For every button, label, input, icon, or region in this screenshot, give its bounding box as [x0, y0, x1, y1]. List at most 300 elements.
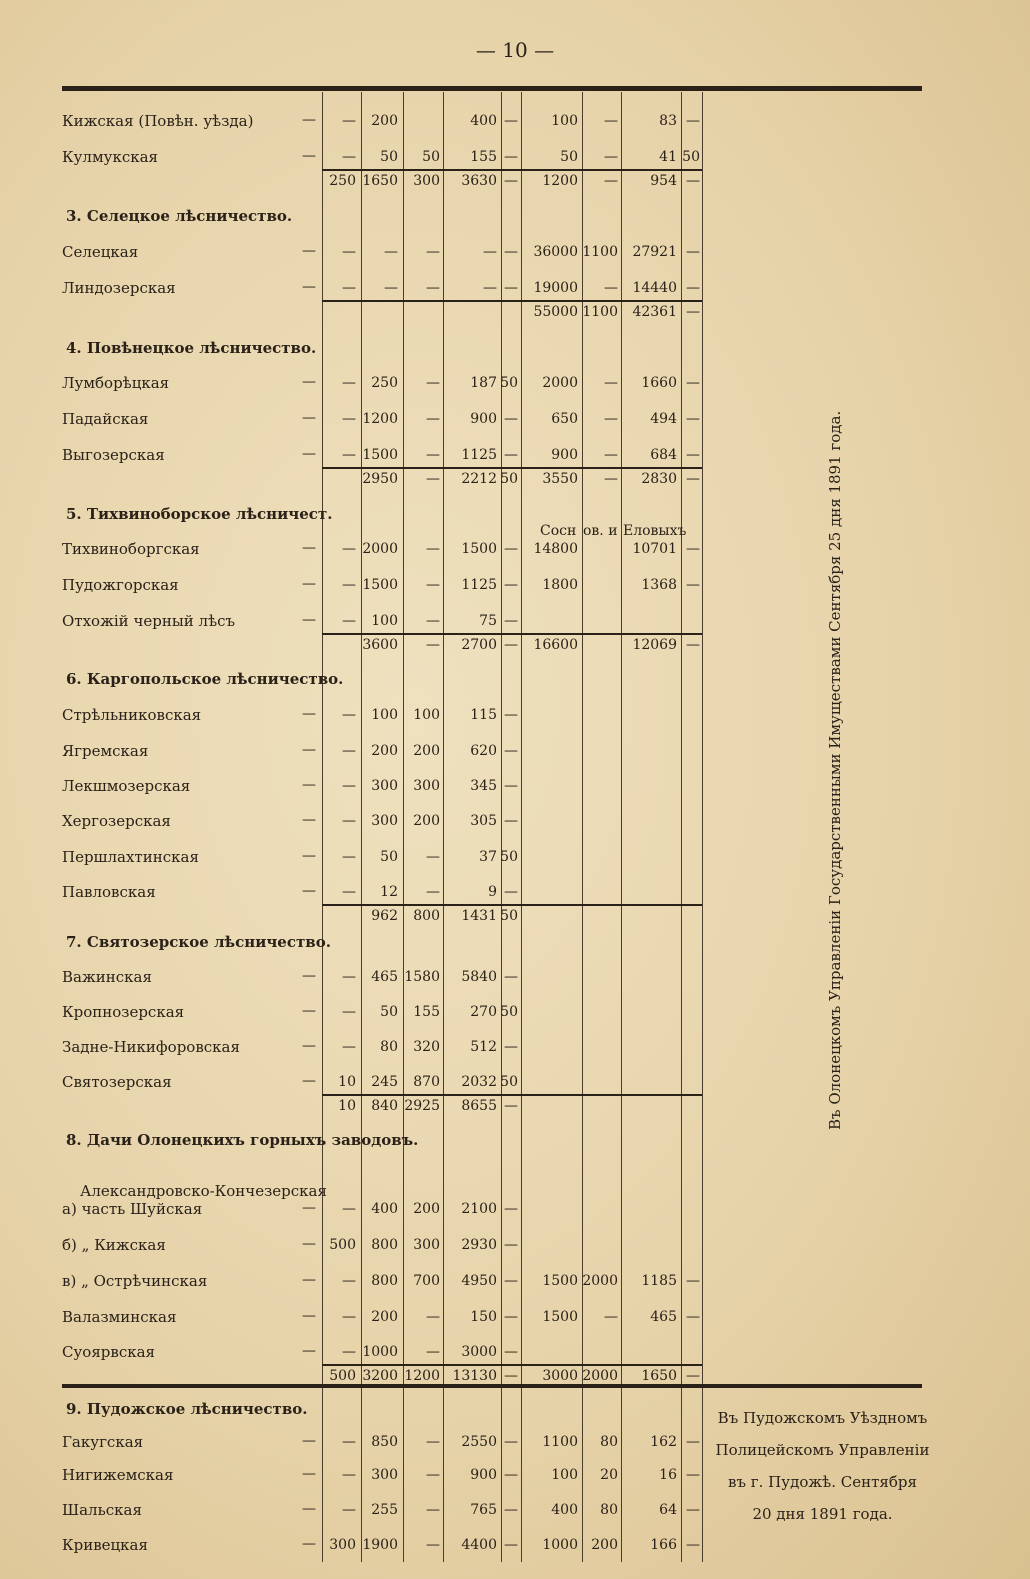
table-cell: —: [504, 778, 518, 794]
leader-dash: —: [302, 576, 316, 592]
table-cell: 620: [470, 743, 497, 759]
column-line: [702, 92, 703, 1562]
table-cell: 1100: [582, 304, 618, 320]
table-cell: 2100: [461, 1201, 497, 1217]
row-name: Стрѣльниковская: [62, 706, 202, 724]
table-cell: —: [342, 849, 356, 865]
leader-dash: —: [302, 540, 316, 556]
table-cell: 200: [413, 813, 440, 829]
table-cell: —: [426, 613, 440, 629]
table-cell: 250: [371, 375, 398, 391]
table-cell: —: [504, 280, 518, 296]
table-cell: 50: [500, 849, 518, 865]
leader-dash: —: [302, 1308, 316, 1324]
table-cell: 36000: [533, 244, 578, 260]
table-cell: —: [504, 613, 518, 629]
leader-dash: —: [302, 1038, 316, 1054]
table-cell: —: [504, 541, 518, 557]
table-cell: 2000: [582, 1368, 618, 1384]
table-cell: 2950: [362, 471, 398, 487]
header-sosn: Сосн: [540, 523, 577, 539]
table-cell: —: [384, 244, 398, 260]
leader-dash: —: [302, 1236, 316, 1252]
table-cell: —: [686, 244, 700, 260]
table-cell: 1000: [542, 1537, 578, 1553]
row-name: Кижская (Повѣн. уѣзда): [62, 112, 254, 130]
leader-dash: —: [302, 410, 316, 426]
table-cell: —: [342, 743, 356, 759]
table-cell: 300: [413, 1237, 440, 1253]
table-cell: 166: [650, 1537, 677, 1553]
table-cell: —: [504, 113, 518, 129]
table-cell: —: [426, 1309, 440, 1325]
section-heading: 6. Каргопольское лѣсничество.: [66, 670, 344, 688]
leader-dash: —: [302, 243, 316, 259]
total-rule: [322, 467, 702, 469]
table-cell: 2000: [542, 375, 578, 391]
table-cell: 162: [650, 1434, 677, 1450]
table-cell: 200: [371, 113, 398, 129]
table-cell: —: [686, 541, 700, 557]
table-cell: —: [686, 1434, 700, 1450]
table-cell: 500: [329, 1368, 356, 1384]
leader-dash: —: [302, 446, 316, 462]
table-cell: 700: [413, 1273, 440, 1289]
row-name: Валазминская: [62, 1308, 177, 1326]
table-cell: —: [504, 1502, 518, 1518]
table-cell: 150: [470, 1309, 497, 1325]
table-cell: 115: [470, 707, 497, 723]
leader-dash: —: [302, 612, 316, 628]
row-name: б) „ Кижская: [62, 1236, 166, 1254]
row-name: Тихвиноборгская: [62, 540, 200, 558]
table-cell: —: [686, 1368, 700, 1384]
lower-rule: [62, 1384, 922, 1388]
table-cell: 800: [371, 1273, 398, 1289]
table-cell: —: [342, 149, 356, 165]
table-cell: —: [504, 813, 518, 829]
table-cell: —: [604, 375, 618, 391]
table-cell: 2550: [461, 1434, 497, 1450]
table-cell: 1125: [461, 577, 497, 593]
table-cell: —: [604, 113, 618, 129]
table-cell: —: [504, 1368, 518, 1384]
table-cell: 512: [470, 1039, 497, 1055]
table-cell: 12069: [632, 637, 677, 653]
table-cell: 1580: [404, 969, 440, 985]
table-cell: —: [504, 969, 518, 985]
leader-dash: —: [302, 148, 316, 164]
table-cell: —: [686, 1467, 700, 1483]
table-cell: 3200: [362, 1368, 398, 1384]
table-cell: —: [426, 541, 440, 557]
table-cell: 300: [413, 778, 440, 794]
leader-dash: —: [302, 812, 316, 828]
leader-dash: —: [302, 1073, 316, 1089]
table-cell: —: [504, 173, 518, 189]
row-name: Суоярвская: [62, 1343, 156, 1361]
table-cell: —: [686, 577, 700, 593]
row-name: Лекшмозерская: [62, 777, 191, 795]
table-cell: 1200: [542, 173, 578, 189]
table-cell: 10701: [632, 541, 677, 557]
table-cell: —: [426, 375, 440, 391]
table-cell: 50: [500, 908, 518, 924]
table-cell: —: [342, 1201, 356, 1217]
table-cell: 500: [329, 1237, 356, 1253]
row-name: Линдозерская: [62, 279, 176, 297]
table-cell: —: [686, 1502, 700, 1518]
table-cell: 10: [338, 1074, 356, 1090]
table-cell: 200: [591, 1537, 618, 1553]
table-cell: 400: [551, 1502, 578, 1518]
table-cell: —: [342, 1309, 356, 1325]
row-name: Святозерская: [62, 1073, 172, 1091]
section-heading: 5. Тихвиноборское лѣсничест.: [66, 505, 333, 523]
table-cell: 400: [371, 1201, 398, 1217]
table-cell: —: [342, 884, 356, 900]
table-cell: 1500: [461, 541, 497, 557]
total-rule: [322, 1364, 702, 1366]
row-name: Ягремская: [62, 742, 149, 760]
table-cell: —: [504, 411, 518, 427]
table-cell: —: [342, 707, 356, 723]
table-cell: 80: [600, 1434, 618, 1450]
table-cell: 16: [659, 1467, 677, 1483]
table-cell: —: [426, 577, 440, 593]
table-cell: —: [504, 707, 518, 723]
row-name: а) часть Шуйская: [62, 1200, 203, 1218]
table-cell: —: [504, 577, 518, 593]
table-cell: —: [504, 1434, 518, 1450]
table-cell: 2925: [404, 1098, 440, 1114]
leader-dash: —: [302, 848, 316, 864]
table-cell: 900: [470, 411, 497, 427]
table-cell: 1650: [641, 1368, 677, 1384]
table-cell: 50: [422, 149, 440, 165]
row-name: Хергозерская: [62, 812, 171, 830]
row-name: Кулмукская: [62, 148, 159, 166]
leader-dash: —: [302, 279, 316, 295]
table-cell: 2930: [461, 1237, 497, 1253]
leader-dash: —: [302, 1003, 316, 1019]
table-cell: 870: [413, 1074, 440, 1090]
table-cell: 16600: [533, 637, 578, 653]
table-cell: —: [686, 637, 700, 653]
table-cell: 345: [470, 778, 497, 794]
total-rule: [322, 633, 702, 635]
table-cell: —: [426, 1502, 440, 1518]
table-cell: 200: [371, 743, 398, 759]
table-cell: 1900: [362, 1537, 398, 1553]
table-cell: 37: [479, 849, 497, 865]
table-cell: —: [342, 1502, 356, 1518]
row-name: Кривецкая: [62, 1536, 148, 1554]
table-cell: 300: [413, 173, 440, 189]
table-cell: 320: [413, 1039, 440, 1055]
table-cell: 1125: [461, 447, 497, 463]
leader-dash: —: [302, 1200, 316, 1216]
section-heading: 8. Дачи Олонецкихъ горныхъ заводовъ.: [66, 1131, 419, 1149]
table-cell: —: [426, 244, 440, 260]
table-cell: —: [686, 411, 700, 427]
table-cell: —: [686, 1537, 700, 1553]
table-cell: —: [483, 244, 497, 260]
side-note-bottom-line: въ г. Пудожѣ. Сентября: [728, 1473, 917, 1491]
table-cell: 14800: [533, 541, 578, 557]
table-cell: 27921: [632, 244, 677, 260]
table-cell: —: [504, 743, 518, 759]
table-cell: —: [504, 884, 518, 900]
table-cell: —: [604, 149, 618, 165]
leader-dash: —: [302, 1536, 316, 1552]
table-cell: —: [426, 411, 440, 427]
table-cell: 1100: [542, 1434, 578, 1450]
table-cell: 55000: [533, 304, 578, 320]
table-cell: 1660: [641, 375, 677, 391]
table-cell: 80: [600, 1502, 618, 1518]
table-cell: 50: [560, 149, 578, 165]
table-cell: 2212: [461, 471, 497, 487]
header-ov: ов. и: [583, 523, 618, 539]
table-cell: 465: [371, 969, 398, 985]
table-cell: 4400: [461, 1537, 497, 1553]
table-cell: —: [604, 447, 618, 463]
row-name: Отхожій черный лѣсъ: [62, 612, 236, 630]
table-cell: 300: [329, 1537, 356, 1553]
table-cell: 245: [371, 1074, 398, 1090]
table-cell: 850: [371, 1434, 398, 1450]
table-cell: 3000: [542, 1368, 578, 1384]
row-name: Першлахтинская: [62, 848, 199, 866]
table-cell: 300: [371, 778, 398, 794]
table-cell: 10: [338, 1098, 356, 1114]
leader-dash: —: [302, 777, 316, 793]
table-cell: 42361: [632, 304, 677, 320]
row-name: Выгозерская: [62, 446, 165, 464]
table-cell: 4950: [461, 1273, 497, 1289]
table-cell: 12: [380, 884, 398, 900]
table-cell: 3630: [461, 173, 497, 189]
table-cell: 80: [380, 1039, 398, 1055]
table-cell: —: [426, 280, 440, 296]
table-cell: 100: [413, 707, 440, 723]
table-cell: 2000: [582, 1273, 618, 1289]
table-cell: 200: [371, 1309, 398, 1325]
table-cell: 2830: [641, 471, 677, 487]
table-cell: —: [342, 613, 356, 629]
table-cell: —: [342, 375, 356, 391]
side-note-bottom-line: 20 дня 1891 года.: [752, 1505, 893, 1523]
table-cell: 1800: [542, 577, 578, 593]
total-rule: [322, 1094, 702, 1096]
table-cell: —: [604, 471, 618, 487]
table-cell: 1500: [362, 447, 398, 463]
table-cell: 2000: [362, 541, 398, 557]
table-cell: 1200: [404, 1368, 440, 1384]
table-cell: 1000: [362, 1344, 398, 1360]
table-cell: 1100: [582, 244, 618, 260]
table-cell: —: [686, 447, 700, 463]
table-cell: —: [342, 577, 356, 593]
table-cell: —: [504, 244, 518, 260]
table-cell: 100: [551, 113, 578, 129]
table-cell: —: [426, 849, 440, 865]
table-cell: —: [426, 884, 440, 900]
table-cell: 494: [650, 411, 677, 427]
table-cell: —: [342, 541, 356, 557]
total-rule: [322, 169, 702, 171]
table-cell: —: [686, 280, 700, 296]
table-cell: 155: [413, 1004, 440, 1020]
table-cell: 962: [371, 908, 398, 924]
table-cell: —: [342, 280, 356, 296]
table-cell: —: [686, 375, 700, 391]
table-cell: —: [426, 1344, 440, 1360]
side-note-bottom-line: Полицейскомъ Управленіи: [715, 1441, 930, 1459]
table-cell: 75: [479, 613, 497, 629]
row-name: в) „ Острѣчинская: [62, 1272, 208, 1290]
leader-dash: —: [302, 1272, 316, 1288]
table-cell: 50: [500, 375, 518, 391]
table-cell: —: [504, 1537, 518, 1553]
table-cell: —: [342, 1434, 356, 1450]
section-heading: 3. Селецкое лѣсничество.: [66, 207, 293, 225]
table-cell: 300: [371, 813, 398, 829]
table-cell: —: [504, 1344, 518, 1360]
table-cell: 900: [551, 447, 578, 463]
table-cell: —: [504, 1467, 518, 1483]
table-cell: —: [504, 1273, 518, 1289]
table-cell: —: [426, 1537, 440, 1553]
table-cell: 9: [488, 884, 497, 900]
table-cell: 1200: [362, 411, 398, 427]
table-cell: —: [426, 447, 440, 463]
table-cell: 100: [371, 613, 398, 629]
table-cell: 1185: [641, 1273, 677, 1289]
table-cell: 1431: [461, 908, 497, 924]
table-cell: 50: [500, 471, 518, 487]
table-cell: 64: [659, 1502, 677, 1518]
table-cell: 1368: [641, 577, 677, 593]
table-cell: —: [426, 1467, 440, 1483]
table-cell: —: [342, 778, 356, 794]
total-rule: [322, 300, 702, 302]
table-cell: 3600: [362, 637, 398, 653]
table-cell: 270: [470, 1004, 497, 1020]
row-name: Падайская: [62, 410, 149, 428]
table-cell: 5840: [461, 969, 497, 985]
side-note-vertical: Въ Олонецкомъ Управленіи Государственными Имуществами Сентября 25 дня 1891 года.: [826, 410, 844, 1130]
table-cell: 8655: [461, 1098, 497, 1114]
section-heading: 4. Повѣнецкое лѣсничество.: [66, 339, 317, 357]
row-name: Александровско-Кончезерская: [80, 1182, 327, 1200]
table-cell: 3000: [461, 1344, 497, 1360]
table-cell: 2032: [461, 1074, 497, 1090]
table-cell: 1500: [362, 577, 398, 593]
table-cell: 50: [500, 1004, 518, 1020]
table-cell: —: [342, 1467, 356, 1483]
row-name: Кропнозерская: [62, 1003, 185, 1021]
table-cell: —: [342, 113, 356, 129]
table-cell: 800: [371, 1237, 398, 1253]
table-cell: —: [504, 1039, 518, 1055]
table-cell: —: [504, 1201, 518, 1217]
table-cell: 765: [470, 1502, 497, 1518]
table-cell: 187: [470, 375, 497, 391]
table-cell: 300: [371, 1467, 398, 1483]
table-cell: 50: [380, 149, 398, 165]
table-cell: 305: [470, 813, 497, 829]
page-number: — 10 —: [475, 38, 555, 62]
table-cell: 20: [600, 1467, 618, 1483]
table-cell: 14440: [632, 280, 677, 296]
table-cell: —: [604, 173, 618, 189]
table-cell: 100: [551, 1467, 578, 1483]
table-cell: —: [504, 637, 518, 653]
row-name: Гакугская: [62, 1433, 144, 1451]
row-name: Задне-Никифоровская: [62, 1038, 240, 1056]
table-cell: 684: [650, 447, 677, 463]
table-cell: —: [504, 1098, 518, 1114]
table-cell: —: [504, 447, 518, 463]
table-cell: 50: [380, 1004, 398, 1020]
table-cell: —: [504, 1309, 518, 1325]
table-cell: 50: [500, 1074, 518, 1090]
table-cell: 13130: [452, 1368, 497, 1384]
table-cell: —: [342, 447, 356, 463]
table-cell: 50: [682, 149, 700, 165]
table-cell: —: [504, 1237, 518, 1253]
table-cell: —: [604, 411, 618, 427]
table-cell: 465: [650, 1309, 677, 1325]
table-cell: —: [504, 149, 518, 165]
leader-dash: —: [302, 742, 316, 758]
row-name: Пудожгорская: [62, 576, 179, 594]
table-cell: 50: [380, 849, 398, 865]
table-cell: 19000: [533, 280, 578, 296]
row-name: Шальская: [62, 1501, 142, 1519]
table-cell: —: [342, 244, 356, 260]
row-name: Павловская: [62, 883, 156, 901]
row-name: Селецкая: [62, 243, 139, 261]
table-cell: —: [342, 1273, 356, 1289]
table-cell: —: [342, 411, 356, 427]
table-cell: 83: [659, 113, 677, 129]
table-cell: 3550: [542, 471, 578, 487]
table-cell: —: [686, 113, 700, 129]
table-cell: 41: [659, 149, 677, 165]
table-cell: 1650: [362, 173, 398, 189]
leader-dash: —: [302, 1433, 316, 1449]
table-cell: 1500: [542, 1309, 578, 1325]
table-cell: —: [342, 813, 356, 829]
leader-dash: —: [302, 112, 316, 128]
table-cell: —: [686, 1309, 700, 1325]
header-elov: Еловыхъ: [623, 523, 687, 539]
section-heading: 9. Пудожское лѣсничество.: [66, 1400, 308, 1418]
table-cell: 100: [371, 707, 398, 723]
top-rule: [62, 86, 922, 91]
table-cell: —: [342, 969, 356, 985]
table-cell: 900: [470, 1467, 497, 1483]
table-cell: —: [426, 637, 440, 653]
table-cell: —: [686, 471, 700, 487]
row-name: Лумборѣцкая: [62, 374, 170, 392]
table-cell: 155: [470, 149, 497, 165]
leader-dash: —: [302, 706, 316, 722]
table-cell: 800: [413, 908, 440, 924]
